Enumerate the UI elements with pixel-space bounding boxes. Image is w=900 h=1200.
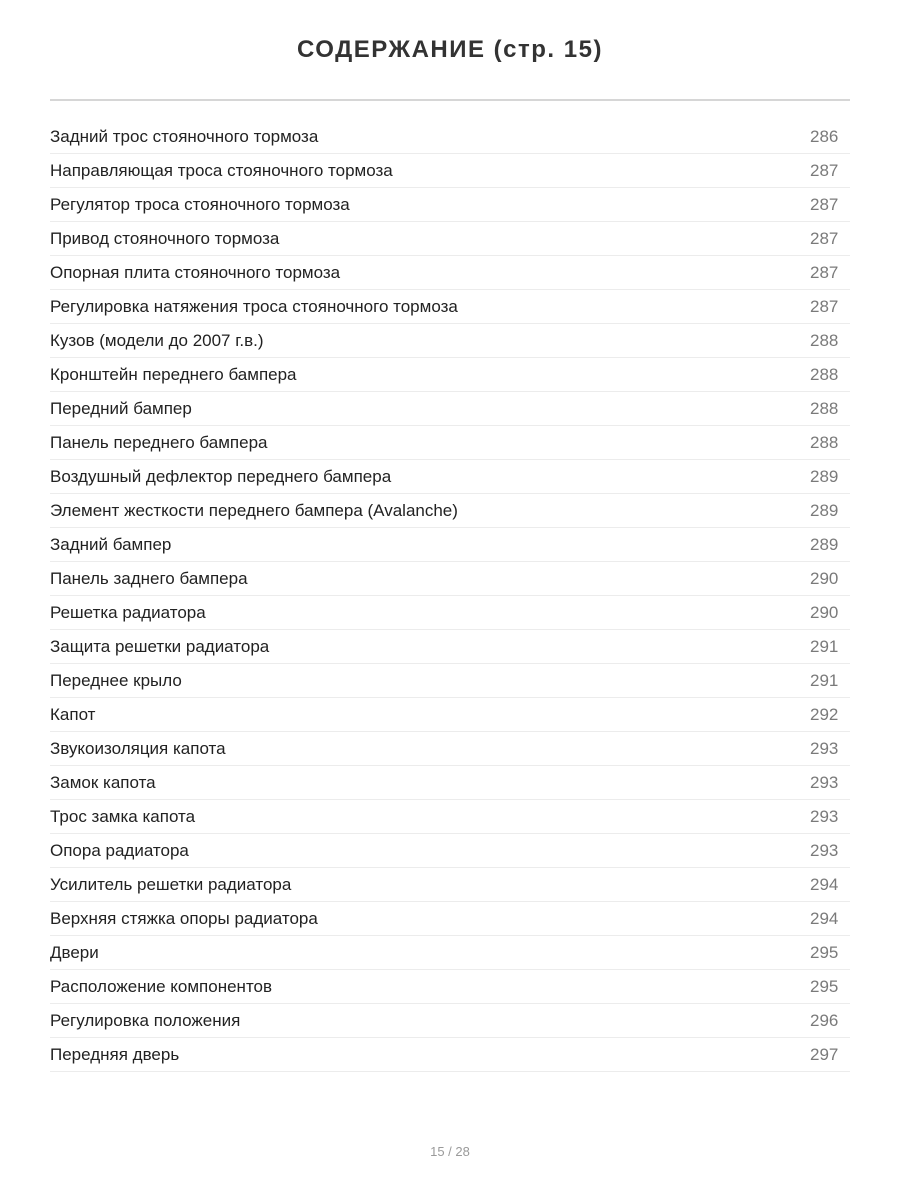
toc-entry-page-number: 286 [810,126,839,146]
toc-entry-page-number: 289 [810,500,839,520]
toc-entry-page-number: 288 [810,330,839,350]
toc-entry-label[interactable]: Воздушный дефлектор переднего бампера [50,466,392,486]
toc-entry[interactable] [50,834,850,868]
toc-entry-label[interactable]: Задний трос стояночного тормоза [50,126,319,146]
toc-entry[interactable] [50,868,850,902]
toc-entry-page-number: 293 [810,840,839,860]
toc-entry[interactable] [50,766,850,800]
toc-entry-page-number: 294 [810,874,839,894]
toc-entry[interactable] [50,1004,850,1038]
toc-entry-label[interactable]: Опора радиатора [50,840,189,860]
toc-entry-label[interactable]: Привод стояночного тормоза [50,228,280,248]
toc-entry-label[interactable]: Направляющая троса стояночного тормоза [50,160,393,180]
toc-entry-page-number: 287 [810,160,839,180]
toc-entry-label[interactable]: Расположение компонентов [50,976,273,996]
toc-entry-label[interactable]: Двери [50,942,99,962]
toc-entry-label[interactable]: Опорная плита стояночного тормоза [50,262,341,282]
toc-entry[interactable] [50,936,850,970]
toc-entry-page-number: 290 [810,602,839,622]
toc-entry-page-number: 293 [810,738,839,758]
toc-entry-label[interactable]: Элемент жесткости переднего бампера (Avalanche) [50,500,458,520]
toc-entry-label[interactable]: Передняя дверь [50,1044,180,1064]
toc-entry[interactable] [50,528,850,562]
toc-entry[interactable] [50,630,850,664]
toc-entry-label[interactable]: Звукоизоляция капота [50,738,226,758]
toc-entry-page-number: 288 [810,432,839,452]
toc-entry-label[interactable]: Кузов (модели до 2007 г.в.) [50,330,264,350]
toc-entry[interactable] [50,154,850,188]
toc-list [50,120,850,1072]
toc-entry-label[interactable]: Усилитель решетки радиатора [50,874,292,894]
toc-entry-page-number: 297 [810,1044,839,1064]
toc-entry-page-number: 290 [810,568,839,588]
toc-entry[interactable] [50,698,850,732]
toc-entry-label[interactable]: Передний бампер [50,398,192,418]
toc-entry-label[interactable]: Капот [50,704,96,724]
toc-entry[interactable] [50,664,850,698]
toc-entry-label[interactable]: Регулировка натяжения троса стояночного тормоза [50,296,458,316]
toc-entry-page-number: 292 [810,704,839,724]
toc-entry-page-number: 289 [810,466,839,486]
toc-entry-page-number: 294 [810,908,839,928]
toc-entry[interactable] [50,392,850,426]
toc-entry-page-number: 295 [810,976,839,996]
toc-entry[interactable] [50,596,850,630]
toc-entry[interactable] [50,256,850,290]
toc-entry-page-number: 291 [810,670,839,690]
page-title: СОДЕРЖАНИЕ (стр. 15) [297,36,603,63]
toc-entry-page-number: 287 [810,262,839,282]
toc-entry-page-number: 287 [810,296,839,316]
toc-entry[interactable] [50,290,850,324]
toc-entry-label[interactable]: Верхняя стяжка опоры радиатора [50,908,318,928]
toc-entry-label[interactable]: Трос замка капота [50,806,196,826]
toc-entry[interactable] [50,120,850,154]
toc-entry-page-number: 295 [810,942,839,962]
toc-entry-label[interactable]: Замок капота [50,772,156,792]
toc-entry-page-number: 288 [810,398,839,418]
page-indicator: 15 / 28 [430,1144,470,1159]
toc-entry-label[interactable]: Регулировка положения [50,1010,241,1030]
toc-entry-page-number: 291 [810,636,839,656]
toc-entry-label[interactable]: Защита решетки радиатора [50,636,270,656]
toc-entry[interactable] [50,902,850,936]
toc-entry[interactable] [50,426,850,460]
toc-entry-label[interactable]: Регулятор троса стояночного тормоза [50,194,350,214]
toc-entry[interactable] [50,324,850,358]
toc-entry-label[interactable]: Задний бампер [50,534,172,554]
toc-entry-page-number: 296 [810,1010,839,1030]
toc-entry-page-number: 287 [810,228,839,248]
toc-entry-label[interactable]: Решетка радиатора [50,602,206,622]
title-divider [50,99,850,101]
toc-entry[interactable] [50,562,850,596]
toc-entry[interactable] [50,494,850,528]
toc-entry[interactable] [50,460,850,494]
toc-entry-label[interactable]: Кронштейн переднего бампера [50,364,297,384]
toc-entry-page-number: 293 [810,772,839,792]
toc-entry[interactable] [50,188,850,222]
toc-entry[interactable] [50,358,850,392]
toc-entry[interactable] [50,800,850,834]
toc-entry[interactable] [50,222,850,256]
toc-entry-label[interactable]: Панель заднего бампера [50,568,248,588]
toc-entry-page-number: 288 [810,364,839,384]
toc-entry-page-number: 293 [810,806,839,826]
toc-entry-label[interactable]: Переднее крыло [50,670,182,690]
toc-entry[interactable] [50,1038,850,1072]
toc-entry[interactable] [50,970,850,1004]
toc-entry[interactable] [50,732,850,766]
toc-entry-page-number: 289 [810,534,839,554]
toc-entry-label[interactable]: Панель переднего бампера [50,432,268,452]
toc-entry-page-number: 287 [810,194,839,214]
